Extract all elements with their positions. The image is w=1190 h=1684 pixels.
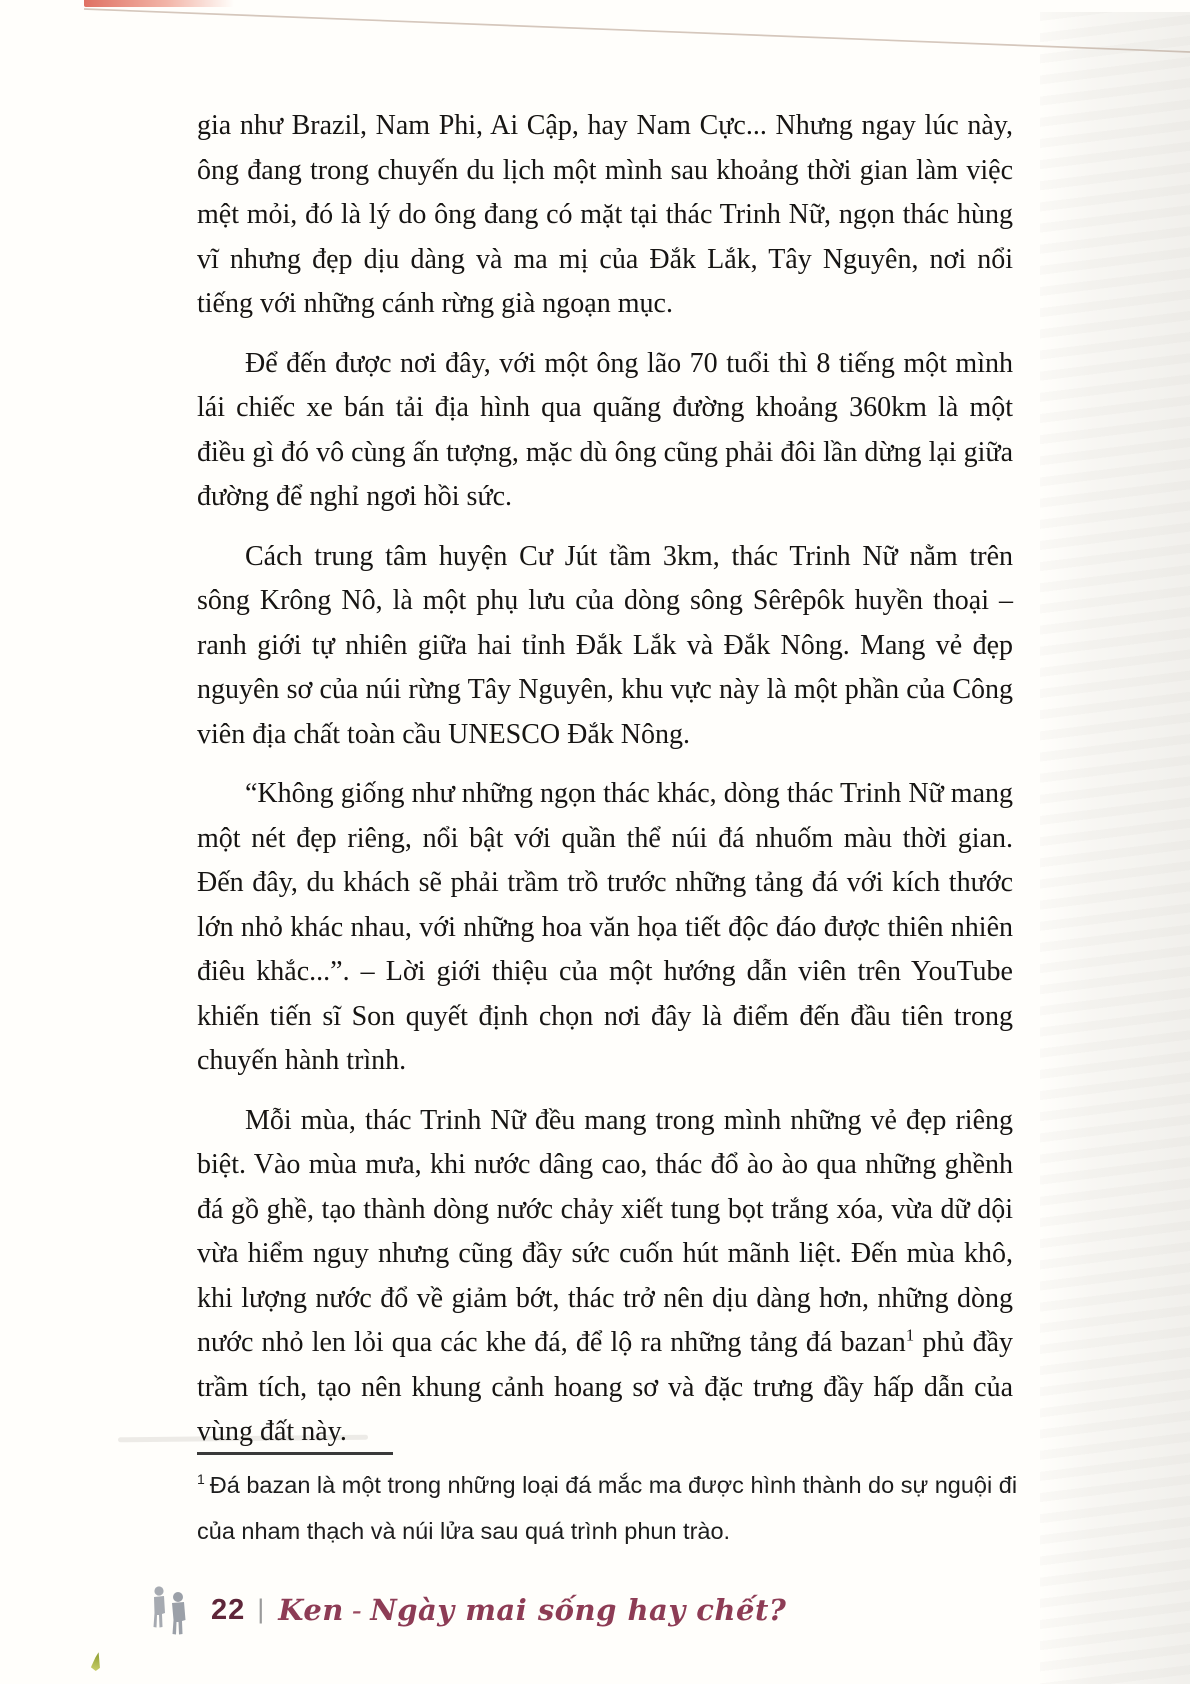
footnote-marker: 1	[197, 1471, 205, 1488]
page-footer	[147, 1580, 786, 1640]
footer-separator: |	[257, 1593, 265, 1624]
paragraph-4: “Không giống như những ngọn thác khác, dòng thác Trinh Nữ mang một nét đẹp riêng, nổi bật với quần thể núi đá nhuốm màu thời gian. Đến đây, du khách sẽ phải trầm trồ trước những tảng đá với kích thước lớn nhỏ khác nhau, với những hoa văn họa tiết độc đáo được thiên nhiên điêu khắc...”. – Lời giới thiệu của một hướng dẫn viên trên YouTube khiến tiến sĩ Son quyết định chọn nơi đây là điểm đến đầu tiên trong chuyến hành trình.	[197, 778, 1013, 1076]
scan-artifact-speck	[90, 1651, 102, 1671]
book-reference	[278, 1593, 786, 1627]
footnote-reference-mark: 1	[905, 1325, 915, 1345]
paragraph-1: gia như Brazil, Nam Phi, Ai Cập, hay Nam Cực... Nhưng ngay lúc này, ông đang trong chuyến du lịch một mình sau khoảng thời gian làm việc mệt mỏi, đó là lý do ông đang có mặt tại thác Trinh Nữ, ngọn thác hùng vĩ nhưng đẹp dịu dàng và ma mị của Đắk Lắk, Tây Nguyên, nơi nổi tiếng với những cánh rừng già ngoạn mục.	[197, 110, 1013, 319]
footnote	[197, 1462, 1045, 1554]
book-title: Ngày mai sống hay chết?	[370, 1593, 787, 1627]
footnote-separator-rule	[197, 1452, 393, 1455]
page-body	[197, 104, 1013, 1455]
book-author: Ken	[278, 1593, 344, 1627]
paragraph-5	[197, 1099, 1013, 1455]
page-number: 22	[211, 1593, 246, 1626]
footnote-text: Đá bazan là một trong những loại đá mắc ma được hình thành do sự nguội đi của nham thạch và núi lửa sau quá trình phun trào.	[197, 1472, 1018, 1544]
scan-artifact-page-edge-shadow	[1040, 12, 1190, 1684]
paragraph-2: Để đến được nơi đây, với một ông lão 70 tuổi thì 8 tiếng một mình lái chiếc xe bán tải địa hình qua quãng đường khoảng 360km là một điều gì đó vô cùng ấn tượng, mặc dù ông cũng phải đôi lần dừng lại giữa đường để nghỉ ngơi hồi sức.	[197, 347, 1013, 512]
two-people-icon	[147, 1581, 195, 1639]
paragraph-3: Cách trung tâm huyện Cư Jút tầm 3km, thác Trinh Nữ nằm trên sông Krông Nô, là một phụ lưu của dòng sông Sêrêpôk huyền thoại – ranh giới tự nhiên giữa hai tỉnh Đắk Lắk và Đắk Nông. Mang vẻ đẹp nguyên sơ của núi rừng Tây Nguyên, khu vực này là một phần của Công viên địa chất toàn cầu UNESCO Đắk Nông.	[197, 540, 1013, 750]
footer-dash: -	[351, 1593, 363, 1627]
scan-artifact-diagonal-line	[0, 0, 1190, 70]
scan-artifact-pink-strip	[84, 0, 234, 7]
paragraph-5-text-continued: phủ đầy trầm tích, tạo nên khung cảnh hoang sơ và đặc trưng đầy hấp dẫn của vùng đất này.	[197, 1327, 1013, 1447]
paragraph-5-text: Mỗi mùa, thác Trinh Nữ đều mang trong mình những vẻ đẹp riêng biệt. Vào mùa mưa, khi nước dâng cao, thác đổ ào ào qua những ghềnh đá gồ ghề, tạo thành dòng nước chảy xiết tung bọt trắng xóa, vừa dữ dội vừa hiểm nguy nhưng cũng đầy sức cuốn hút mãnh liệt. Đến mùa khô, khi lượng nước đổ về giảm bớt, thác trở nên dịu dàng hơn, những dòng nước nhỏ len lỏi qua các khe đá, để lộ ra những tảng đá bazan	[197, 1104, 1013, 1358]
